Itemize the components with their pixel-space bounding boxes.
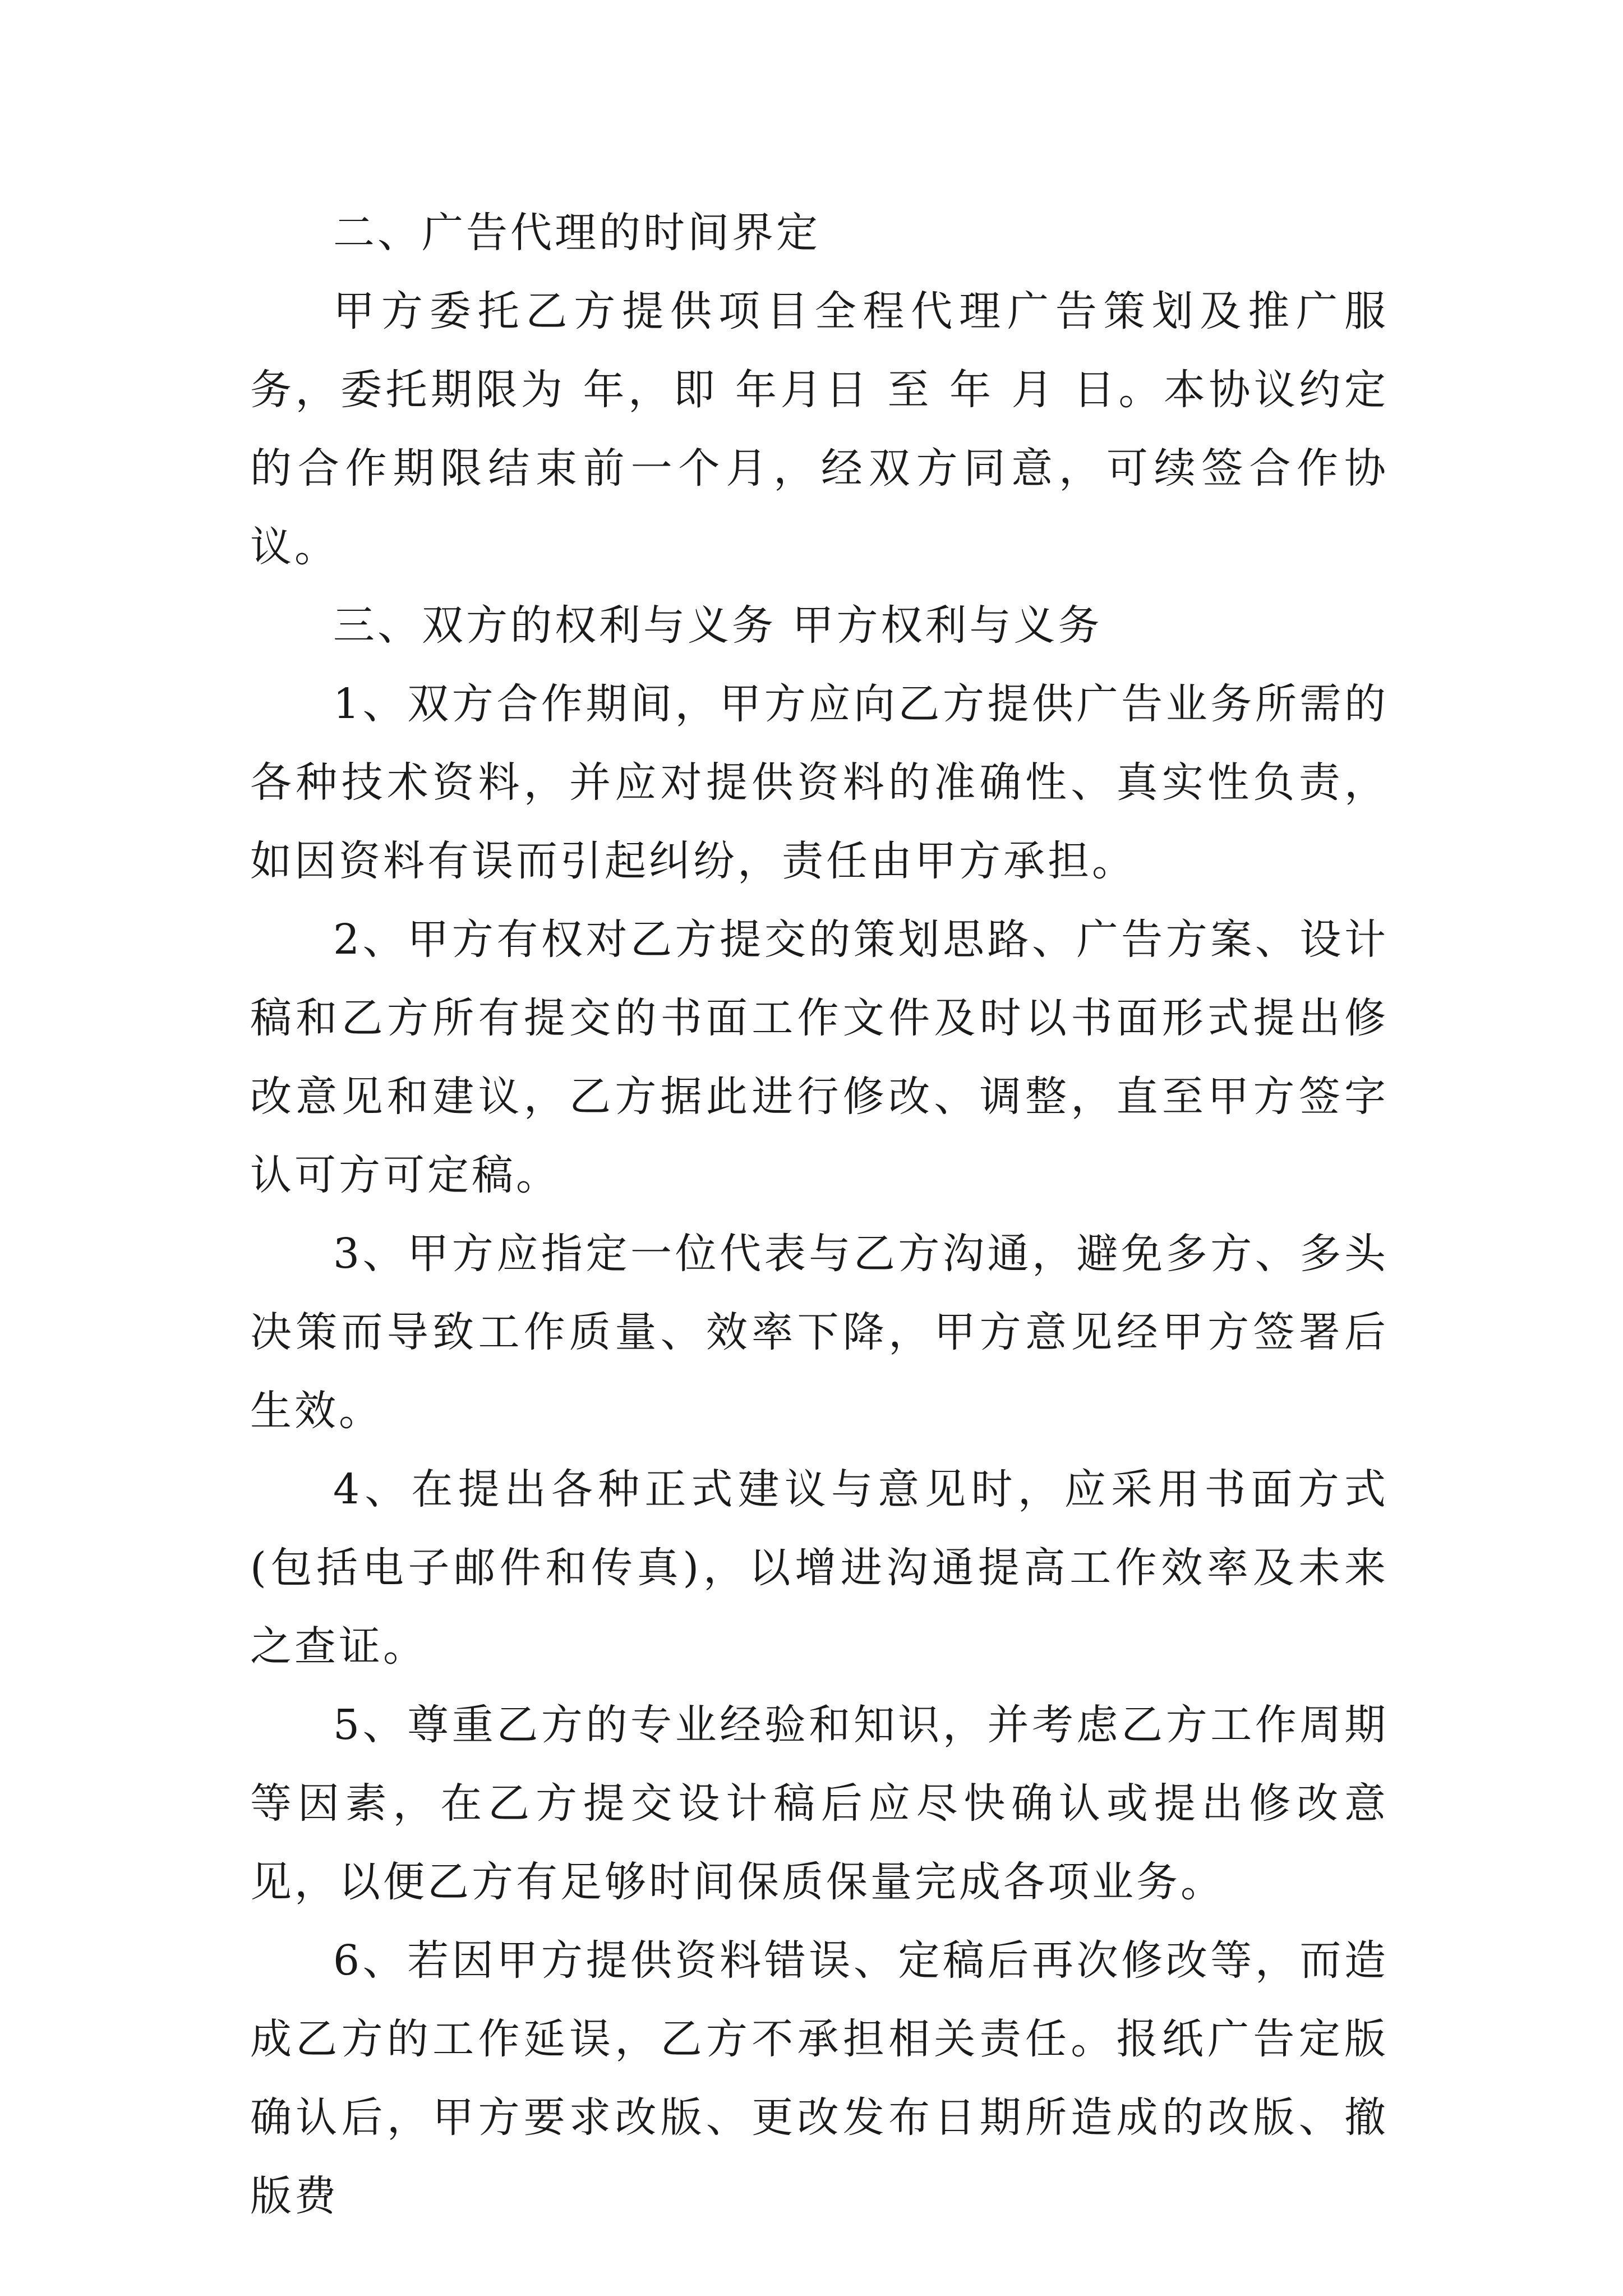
clause-2: 2、甲方有权对乙方提交的策划思路、广告方案、设计稿和乙方所有提交的书面工作文件及时以书面形式提出修改意见和建议，乙方据此进行修改、调整，直至甲方签字认可方可定稿。 [250,915,1389,1199]
paragraph-entrustment-period: 甲方委托乙方提供项目全程代理广告策划及推广服务，委托期限为 年，即 年月日 至 年 月 日。本协议约定的合作期限结束前一个月，经双方同意，可续签合作协议。 [250,287,1389,571]
document-body [250,194,1389,2235]
clause-5: 5、尊重乙方的专业经验和知识，并考虑乙方工作周期等因素，在乙方提交设计稿后应尽快确认或提出修改意见，以便乙方有足够时间保质保量完成各项业务。 [250,1701,1389,1906]
section-heading-rights-obligations: 三、双方的权利与义务 甲方权利与义务 [333,601,1103,650]
clause-1: 1、双方合作期间，甲方应向乙方提供广告业务所需的各种技术资料，并应对提供资料的准确性、真实性负责，如因资料有误而引起纠纷，责任由甲方承担。 [250,680,1389,885]
section-heading-time-definition: 二、广告代理的时间界定 [333,209,820,257]
clause-4: 4、在提出各种正式建议与意见时，应采用书面方式(包括电子邮件和传真)，以增进沟通提高工作效率及未来之查证。 [250,1465,1389,1671]
clause-6: 6、若因甲方提供资料错误、定稿后再次修改等，而造成乙方的工作延误，乙方不承担相关责任。报纸广告定版确认后，甲方要求改版、更改发布日期所造成的改版、撤版费 [250,1936,1389,2220]
clause-3: 3、甲方应指定一位代表与乙方沟通，避免多方、多头决策而导致工作质量、效率下降，甲方意见经甲方签署后生效。 [250,1230,1389,1435]
